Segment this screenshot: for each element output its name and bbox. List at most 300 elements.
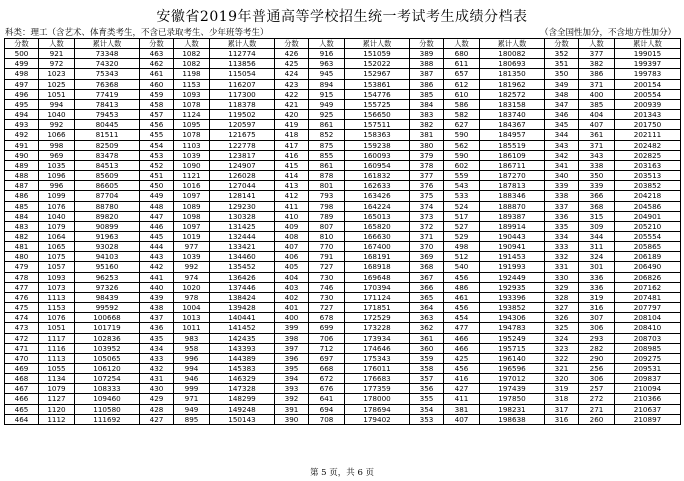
cell-score: 483 (5, 221, 39, 231)
cell-score: 336 (545, 211, 579, 221)
cell-count: 1040 (39, 110, 75, 120)
cell-count: 1055 (39, 364, 75, 374)
cell-score: 346 (545, 110, 579, 120)
cell-score: 434 (140, 343, 174, 353)
cell-score: 350 (545, 69, 579, 79)
cell-score: 368 (410, 262, 444, 272)
cell-cumulative: 188870 (480, 201, 545, 211)
cell-count: 1099 (39, 191, 75, 201)
cell-score: 397 (275, 343, 309, 353)
cell-score: 339 (545, 181, 579, 191)
cell-score: 353 (410, 414, 444, 424)
cell-score: 438 (140, 303, 174, 313)
table-row (5, 221, 681, 231)
cell-cumulative: 118378 (210, 99, 275, 109)
cell-score: 391 (275, 404, 309, 414)
cell-cumulative: 77419 (75, 89, 140, 99)
table-row (5, 353, 681, 363)
cell-cumulative: 198638 (480, 414, 545, 424)
cell-score: 416 (275, 150, 309, 160)
cell-cumulative: 123817 (210, 150, 275, 160)
cell-cumulative: 191453 (480, 252, 545, 262)
cell-count: 971 (174, 394, 210, 404)
cell-cumulative: 173228 (345, 323, 410, 333)
cell-score: 380 (410, 140, 444, 150)
cell-score: 326 (545, 313, 579, 323)
cell-cumulative: 180693 (480, 59, 545, 69)
cell-cumulative: 179402 (345, 414, 410, 424)
cell-score: 394 (275, 374, 309, 384)
cell-count: 1113 (39, 292, 75, 302)
cell-score: 403 (275, 282, 309, 292)
cell-cumulative: 210897 (615, 414, 681, 424)
cell-count: 343 (579, 150, 615, 160)
cell-cumulative: 162633 (345, 181, 410, 191)
cell-count: 477 (444, 323, 480, 333)
cell-score: 324 (545, 333, 579, 343)
cell-score: 392 (275, 394, 309, 404)
cell-cumulative: 84513 (75, 160, 140, 170)
table-row (5, 252, 681, 262)
cell-cumulative: 194306 (480, 313, 545, 323)
cell-count: 1090 (174, 160, 210, 170)
cell-score: 454 (140, 140, 174, 150)
cell-count: 1004 (174, 303, 210, 313)
cell-cumulative: 82509 (75, 140, 140, 150)
cell-score: 340 (545, 171, 579, 181)
cell-count: 678 (309, 313, 345, 323)
cell-count: 512 (444, 252, 480, 262)
cell-cumulative: 154776 (345, 89, 410, 99)
cell-score: 360 (410, 343, 444, 353)
cell-score: 348 (545, 89, 579, 99)
cell-cumulative: 199397 (615, 59, 681, 69)
cell-score: 410 (275, 211, 309, 221)
cell-score: 488 (5, 171, 39, 181)
cell-cumulative: 149248 (210, 404, 275, 414)
cell-score: 447 (140, 211, 174, 221)
table-row (5, 181, 681, 191)
cell-cumulative: 201750 (615, 120, 681, 130)
cell-count: 1093 (174, 89, 210, 99)
cell-score: 375 (410, 191, 444, 201)
cell-cumulative: 189914 (480, 221, 545, 231)
cell-count: 1076 (39, 201, 75, 211)
cell-cumulative: 199783 (615, 69, 681, 79)
cell-score: 440 (140, 282, 174, 292)
cell-score: 354 (410, 404, 444, 414)
cell-score: 395 (275, 364, 309, 374)
cell-cumulative: 178694 (345, 404, 410, 414)
cell-cumulative: 91963 (75, 231, 140, 241)
cell-count: 257 (579, 384, 615, 394)
cell-score: 404 (275, 272, 309, 282)
cell-cumulative: 182572 (480, 89, 545, 99)
header-count: 人数 (174, 39, 210, 49)
cell-score: 347 (545, 99, 579, 109)
cell-score: 376 (410, 181, 444, 191)
cell-cumulative: 192449 (480, 272, 545, 282)
cell-count: 992 (174, 262, 210, 272)
cell-score: 452 (140, 160, 174, 170)
cell-count: 382 (579, 59, 615, 69)
cell-cumulative: 199015 (615, 49, 681, 59)
cell-count: 466 (444, 343, 480, 353)
cell-cumulative: 197439 (480, 384, 545, 394)
cell-score: 493 (5, 120, 39, 130)
cell-cumulative: 173934 (345, 333, 410, 343)
cell-count: 456 (444, 303, 480, 313)
cell-cumulative: 111692 (75, 414, 140, 424)
cell-count: 855 (309, 150, 345, 160)
cell-score: 432 (140, 364, 174, 374)
cell-cumulative: 178000 (345, 394, 410, 404)
cell-count: 694 (309, 404, 345, 414)
cell-score: 499 (5, 59, 39, 69)
header-cumulative: 累计人数 (75, 39, 140, 49)
cell-cumulative: 207162 (615, 282, 681, 292)
cell-cumulative: 202825 (615, 150, 681, 160)
cell-cumulative: 155725 (345, 99, 410, 109)
cell-score: 358 (410, 364, 444, 374)
cell-score: 378 (410, 160, 444, 170)
cell-count: 878 (309, 171, 345, 181)
cell-cumulative: 169648 (345, 272, 410, 282)
cell-cumulative: 174646 (345, 343, 410, 353)
cell-count: 875 (309, 140, 345, 150)
cell-score: 425 (275, 59, 309, 69)
cell-cumulative: 206490 (615, 262, 681, 272)
cell-count: 1039 (174, 252, 210, 262)
cell-cumulative: 76368 (75, 79, 140, 89)
cell-score: 382 (410, 120, 444, 130)
cell-count: 994 (174, 364, 210, 374)
cell-cumulative: 129230 (210, 201, 275, 211)
cell-cumulative: 126028 (210, 171, 275, 181)
cell-count: 999 (174, 384, 210, 394)
cell-score: 466 (5, 394, 39, 404)
cell-score: 495 (5, 99, 39, 109)
cell-cumulative: 157511 (345, 120, 410, 130)
cell-cumulative: 102836 (75, 333, 140, 343)
cell-score: 457 (140, 110, 174, 120)
header-count: 人数 (39, 39, 75, 49)
cell-cumulative: 184957 (480, 130, 545, 140)
cell-score: 343 (545, 140, 579, 150)
cell-count: 1039 (174, 150, 210, 160)
cell-score: 491 (5, 140, 39, 150)
header-cumulative: 累计人数 (345, 39, 410, 49)
cell-count: 789 (309, 211, 345, 221)
cell-score: 388 (410, 59, 444, 69)
cell-count: 727 (309, 303, 345, 313)
cell-cumulative: 187813 (480, 181, 545, 191)
cell-cumulative: 208104 (615, 313, 681, 323)
cell-score: 370 (410, 242, 444, 252)
cell-count: 949 (174, 404, 210, 414)
cell-count: 746 (309, 282, 345, 292)
cell-score: 361 (410, 333, 444, 343)
cell-cumulative: 156650 (345, 110, 410, 120)
cell-cumulative: 120597 (210, 120, 275, 130)
cell-count: 977 (174, 242, 210, 252)
cell-cumulative: 164224 (345, 201, 410, 211)
cell-cumulative: 197850 (480, 394, 545, 404)
cell-count: 1011 (174, 323, 210, 333)
cell-count: 1073 (39, 282, 75, 292)
cell-score: 422 (275, 89, 309, 99)
cell-count: 978 (174, 292, 210, 302)
cell-score: 481 (5, 242, 39, 252)
table-row (5, 231, 681, 241)
cell-score: 459 (140, 89, 174, 99)
cell-cumulative: 139428 (210, 303, 275, 313)
cell-count: 916 (309, 49, 345, 59)
cell-score: 364 (410, 303, 444, 313)
header-count: 人数 (309, 39, 345, 49)
cell-score: 477 (5, 282, 39, 292)
cell-score: 389 (410, 49, 444, 59)
cell-score: 484 (5, 211, 39, 221)
cell-cumulative: 160093 (345, 150, 410, 160)
cell-count: 793 (309, 191, 345, 201)
cell-count: 416 (444, 374, 480, 384)
cell-score: 409 (275, 221, 309, 231)
cell-cumulative: 105065 (75, 353, 140, 363)
cell-count: 425 (444, 353, 480, 363)
cell-cumulative: 200939 (615, 99, 681, 109)
cell-score: 485 (5, 201, 39, 211)
cell-score: 386 (410, 79, 444, 89)
cell-count: 1035 (39, 160, 75, 170)
cell-count: 381 (444, 404, 480, 414)
cell-cumulative: 197012 (480, 374, 545, 384)
table-row (5, 49, 681, 59)
cell-score: 433 (140, 353, 174, 363)
cell-score: 390 (275, 414, 309, 424)
cell-count: 371 (579, 140, 615, 150)
cell-score: 318 (545, 394, 579, 404)
cell-cumulative: 110580 (75, 404, 140, 414)
cell-count: 730 (309, 292, 345, 302)
cell-cumulative: 146329 (210, 374, 275, 384)
header-score: 分数 (545, 39, 579, 49)
cell-count: 1103 (174, 140, 210, 150)
cell-count: 456 (444, 272, 480, 282)
cell-cumulative: 115054 (210, 69, 275, 79)
cell-cumulative: 176683 (345, 374, 410, 384)
cell-cumulative: 145383 (210, 364, 275, 374)
cell-cumulative: 141452 (210, 323, 275, 333)
cell-count: 1019 (174, 231, 210, 241)
cell-score: 317 (545, 404, 579, 414)
table-row (5, 160, 681, 170)
cell-count: 336 (579, 282, 615, 292)
cell-cumulative: 107254 (75, 374, 140, 384)
cell-cumulative: 165013 (345, 211, 410, 221)
cell-cumulative: 80445 (75, 120, 140, 130)
cell-score: 385 (410, 89, 444, 99)
cell-cumulative: 100668 (75, 313, 140, 323)
cell-score: 487 (5, 181, 39, 191)
cell-score: 321 (545, 364, 579, 374)
cell-cumulative: 85609 (75, 171, 140, 181)
table-row (5, 79, 681, 89)
cell-cumulative: 143393 (210, 343, 275, 353)
cell-cumulative: 210094 (615, 384, 681, 394)
cell-cumulative: 196596 (480, 364, 545, 374)
cell-cumulative: 96253 (75, 272, 140, 282)
cell-count: 791 (309, 252, 345, 262)
cell-cumulative: 205865 (615, 242, 681, 252)
table-row (5, 384, 681, 394)
cell-score: 458 (140, 99, 174, 109)
cell-count: 386 (579, 69, 615, 79)
cell-score: 407 (275, 242, 309, 252)
cell-score: 496 (5, 89, 39, 99)
score-distribution-table (4, 38, 681, 425)
table-row (5, 282, 681, 292)
cell-score: 492 (5, 130, 39, 140)
cell-cumulative: 171124 (345, 292, 410, 302)
cell-cumulative: 128141 (210, 191, 275, 201)
cell-score: 461 (140, 69, 174, 79)
cell-score: 418 (275, 130, 309, 140)
cell-count: 461 (444, 292, 480, 302)
cell-count: 894 (309, 79, 345, 89)
cell-cumulative: 147328 (210, 384, 275, 394)
table-row (5, 364, 681, 374)
cell-cumulative: 168191 (345, 252, 410, 262)
cell-count: 527 (444, 221, 480, 231)
cell-cumulative: 79453 (75, 110, 140, 120)
cell-score: 444 (140, 242, 174, 252)
cell-score: 443 (140, 252, 174, 262)
cell-score: 405 (275, 262, 309, 272)
cell-cumulative: 99592 (75, 303, 140, 313)
cell-count: 1051 (39, 323, 75, 333)
cell-score: 489 (5, 160, 39, 170)
cell-cumulative: 117300 (210, 89, 275, 99)
cell-score: 333 (545, 242, 579, 252)
cell-score: 479 (5, 262, 39, 272)
cell-score: 415 (275, 160, 309, 170)
table-row (5, 150, 681, 160)
cell-cumulative: 134460 (210, 252, 275, 262)
cell-count: 680 (444, 49, 480, 59)
table-row (5, 211, 681, 221)
cell-score: 413 (275, 181, 309, 191)
cell-count: 810 (309, 231, 345, 241)
cell-cumulative: 187270 (480, 171, 545, 181)
cell-cumulative: 153861 (345, 79, 410, 89)
cell-cumulative: 180082 (480, 49, 545, 59)
cell-count: 1078 (174, 99, 210, 109)
cell-score: 344 (545, 130, 579, 140)
cell-score: 430 (140, 384, 174, 394)
table-row (5, 110, 681, 120)
cell-count: 301 (579, 262, 615, 272)
cell-score: 439 (140, 292, 174, 302)
cell-cumulative: 183740 (480, 110, 545, 120)
cell-cumulative: 150143 (210, 414, 275, 424)
cell-cumulative: 203513 (615, 171, 681, 181)
cell-cumulative: 121675 (210, 130, 275, 140)
cell-cumulative: 159238 (345, 140, 410, 150)
cell-cumulative: 158363 (345, 130, 410, 140)
cell-score: 327 (545, 303, 579, 313)
header-score: 分数 (140, 39, 174, 49)
cell-score: 352 (545, 49, 579, 59)
table-row (5, 323, 681, 333)
cell-score: 420 (275, 110, 309, 120)
header-score: 分数 (275, 39, 309, 49)
table-row (5, 374, 681, 384)
cell-count: 1121 (174, 171, 210, 181)
cell-score: 478 (5, 272, 39, 282)
table-row (5, 140, 681, 150)
table-row (5, 333, 681, 343)
cell-score: 480 (5, 252, 39, 262)
cell-cumulative: 190941 (480, 242, 545, 252)
cell-count: 260 (579, 414, 615, 424)
cell-count: 998 (39, 140, 75, 150)
cell-count: 590 (444, 150, 480, 160)
cell-score: 446 (140, 221, 174, 231)
cell-score: 342 (545, 150, 579, 160)
cell-score: 338 (545, 191, 579, 201)
table-row (5, 404, 681, 414)
cell-cumulative: 206189 (615, 252, 681, 262)
cell-cumulative: 163426 (345, 191, 410, 201)
cell-score: 398 (275, 333, 309, 343)
table-row (5, 201, 681, 211)
cell-count: 1134 (39, 374, 75, 384)
cell-cumulative: 135452 (210, 262, 275, 272)
cell-count: 974 (174, 272, 210, 282)
cell-count: 498 (444, 242, 480, 252)
cell-cumulative: 195249 (480, 333, 545, 343)
header-cumulative: 累计人数 (210, 39, 275, 49)
cell-cumulative: 209275 (615, 353, 681, 363)
cell-score: 421 (275, 99, 309, 109)
cell-count: 861 (309, 160, 345, 170)
cell-cumulative: 113856 (210, 59, 275, 69)
cell-score: 371 (410, 231, 444, 241)
table-row (5, 99, 681, 109)
cell-cumulative: 195715 (480, 343, 545, 353)
cell-cumulative: 122778 (210, 140, 275, 150)
cell-count: 324 (579, 252, 615, 262)
cell-count: 454 (444, 313, 480, 323)
cell-count: 861 (309, 120, 345, 130)
cell-cumulative: 87704 (75, 191, 140, 201)
table-row (5, 303, 681, 313)
cell-cumulative: 165820 (345, 221, 410, 231)
cell-count: 895 (174, 414, 210, 424)
header-cumulative: 累计人数 (615, 39, 681, 49)
cell-score: 356 (410, 384, 444, 394)
cell-count: 946 (174, 374, 210, 384)
cell-score: 486 (5, 191, 39, 201)
cell-cumulative: 203163 (615, 160, 681, 170)
cell-cumulative: 116207 (210, 79, 275, 89)
cell-score: 424 (275, 69, 309, 79)
cell-count: 969 (39, 150, 75, 160)
cell-cumulative: 88780 (75, 201, 140, 211)
cell-score: 387 (410, 69, 444, 79)
cell-count: 963 (309, 59, 345, 69)
